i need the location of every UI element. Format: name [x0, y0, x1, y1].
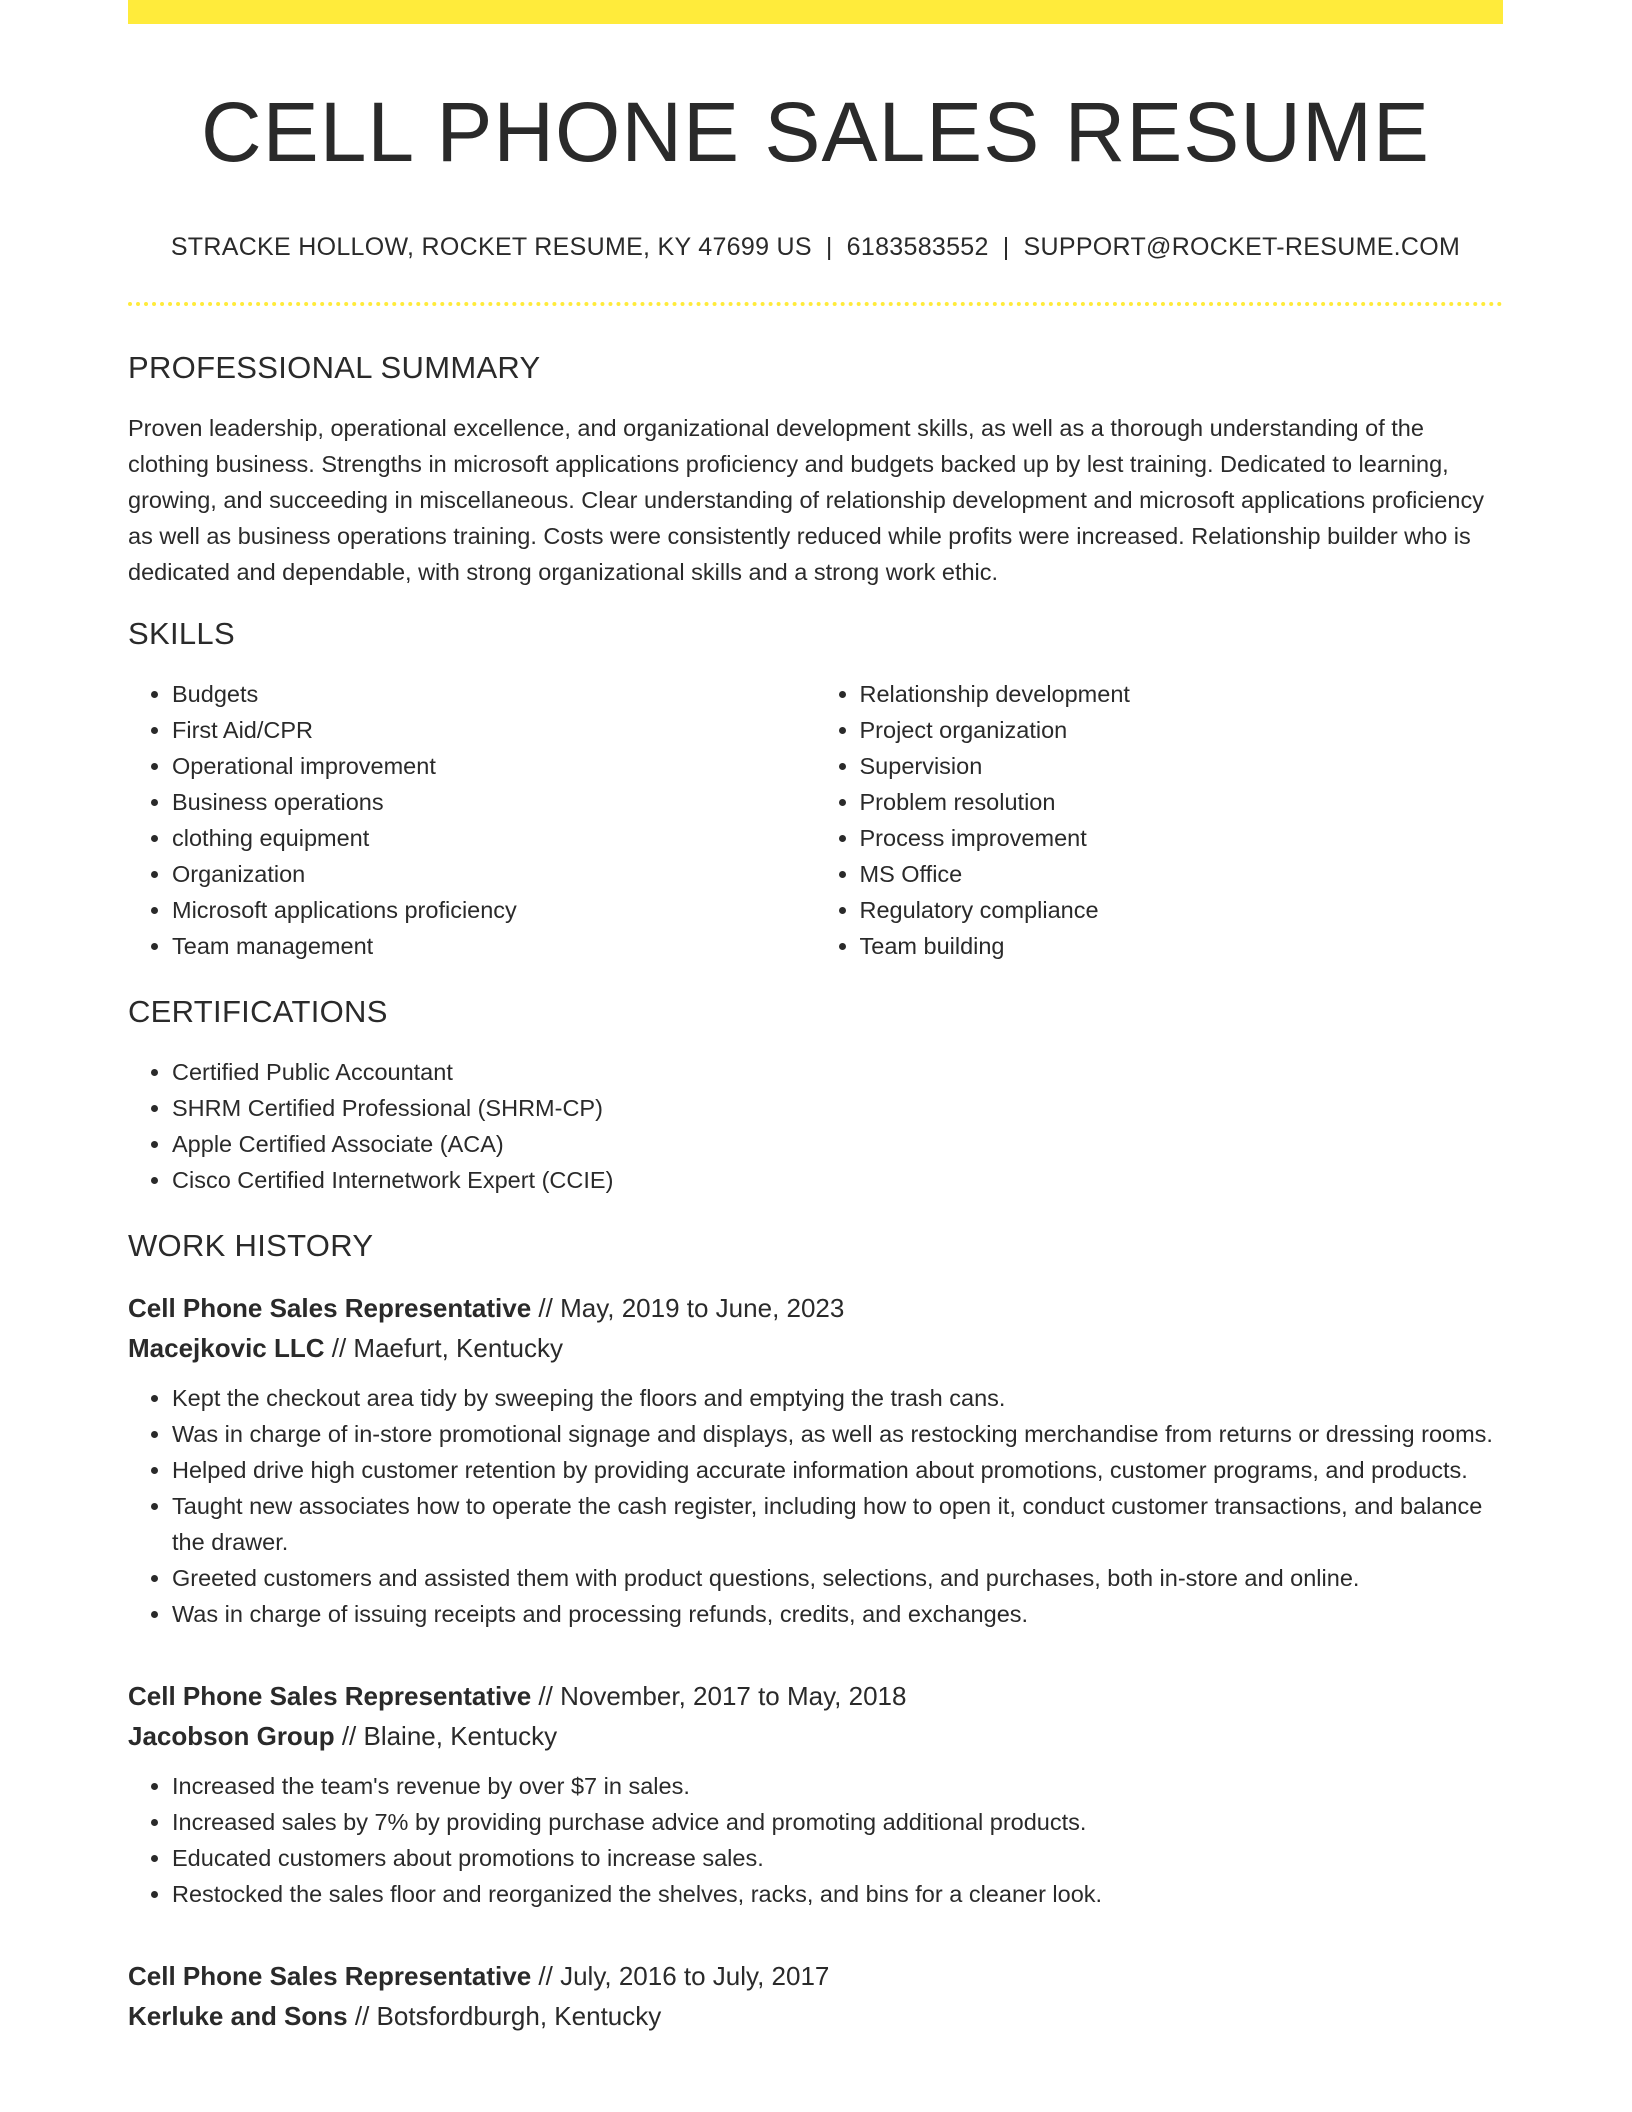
job-bullet: • Was in charge of in-store promotional signage and displays, as well as restocking merchandise from returns or dressing rooms. — [172, 1416, 1503, 1452]
job-company: Kerluke and Sons — [128, 2000, 348, 2031]
certification-item: • Apple Certified Associate (ACA) — [172, 1126, 1503, 1162]
job-location: // Blaine, Kentucky — [341, 1720, 558, 1751]
summary-text: Proven leadership, operational excellence, and organizational development skills, as well as a thorough understanding of the clothing business. Strengths in microsoft applications proficiency and budgets backed up by lest training. Dedicated to learning, growing, and succeeding in miscellaneous. Clear understanding of relationship development and microsoft applications proficiency as well as business operations training. Costs were consistently reduced while profits were increased. Relationship builder who is dedicated and dependable, with strong organizational skills and a strong work ethic. — [128, 414, 1484, 585]
skill-item: • clothing equipment — [172, 820, 816, 856]
job-role: Cell Phone Sales Representative — [128, 1680, 532, 1711]
skill-item: • Regulatory compliance — [860, 892, 1504, 928]
skills-heading: SKILLS — [128, 615, 235, 651]
job-entry — [128, 1676, 1503, 1912]
job-location: // Botsfordburgh, Kentucky — [354, 2000, 662, 2031]
skill-item: • Budgets — [172, 676, 816, 712]
skill-item: • Relationship development — [860, 676, 1504, 712]
skill-item: • Problem resolution — [860, 784, 1504, 820]
skill-item: • Supervision — [860, 748, 1504, 784]
certification-item: • Cisco Certified Internetwork Expert (CCIE) — [172, 1162, 1503, 1198]
certification-item: • Certified Public Accountant — [172, 1054, 1503, 1090]
job-title-line — [128, 1956, 1503, 1996]
skills-list-left — [128, 676, 816, 964]
certifications-heading: CERTIFICATIONS — [128, 993, 388, 1029]
job-entry — [128, 1956, 1503, 2036]
contact-line — [128, 233, 1503, 262]
job-company-line — [128, 1716, 1503, 1756]
job-bullets — [128, 1768, 1503, 1912]
job-bullet: • Increased sales by 7% by providing purchase advice and promoting additional products. — [172, 1804, 1503, 1840]
skill-item: • Business operations — [172, 784, 816, 820]
job-bullet: • Educated customers about promotions to increase sales. — [172, 1840, 1503, 1876]
job-company: Jacobson Group — [128, 1720, 335, 1751]
contact-address: STRACKE HOLLOW, ROCKET RESUME, KY 47699 US — [170, 232, 812, 261]
job-location: // Maefurt, Kentucky — [331, 1332, 563, 1363]
contact-email[interactable]: SUPPORT@ROCKET-RESUME.COM — [1023, 232, 1461, 261]
skill-item: • Microsoft applications proficiency — [172, 892, 816, 928]
contact-phone: 6183583552 — [846, 232, 989, 261]
certifications-list — [128, 1054, 1503, 1198]
work-history-heading: WORK HISTORY — [128, 1227, 374, 1263]
resume-page — [128, 0, 1503, 2036]
skills-grid — [128, 652, 1503, 964]
contact-separator: | — [1002, 232, 1010, 261]
job-dates: // November, 2017 to May, 2018 — [538, 1680, 907, 1711]
job-bullet: • Was in charge of issuing receipts and processing refunds, credits, and exchanges. — [172, 1596, 1503, 1632]
skill-item: • Operational improvement — [172, 748, 816, 784]
top-accent-bar — [128, 0, 1503, 24]
job-bullets — [128, 1380, 1503, 1632]
contact-separator: | — [825, 232, 833, 261]
job-bullet: • Taught new associates how to operate the cash register, including how to open it, conduct customer transactions, and balance the drawer. — [172, 1488, 1503, 1560]
job-company-line — [128, 1328, 1503, 1368]
job-bullet: • Helped drive high customer retention by providing accurate information about promotions, customer programs, and products. — [172, 1452, 1503, 1488]
job-dates: // May, 2019 to June, 2023 — [538, 1292, 845, 1323]
job-entry — [128, 1288, 1503, 1632]
job-bullet: • Increased the team's revenue by over $7 in sales. — [172, 1768, 1503, 1804]
job-title-line — [128, 1288, 1503, 1328]
skill-item: • Team building — [860, 928, 1504, 964]
header-divider — [128, 302, 1503, 306]
job-company-line — [128, 1996, 1503, 2036]
job-bullet: • Kept the checkout area tidy by sweeping the floors and emptying the trash cans. — [172, 1380, 1503, 1416]
job-title-line — [128, 1676, 1503, 1716]
job-company: Macejkovic LLC — [128, 1332, 325, 1363]
skill-item: • Project organization — [860, 712, 1504, 748]
certification-item: • SHRM Certified Professional (SHRM-CP) — [172, 1090, 1503, 1126]
job-bullet: • Restocked the sales floor and reorganized the shelves, racks, and bins for a cleaner look. — [172, 1876, 1503, 1912]
resume-title: CELL PHONE SALES RESUME — [201, 85, 1430, 179]
skill-item: • MS Office — [860, 856, 1504, 892]
job-dates: // July, 2016 to July, 2017 — [538, 1960, 830, 1991]
skill-item: • First Aid/CPR — [172, 712, 816, 748]
job-bullet: • Greeted customers and assisted them with product questions, selections, and purchases, both in-store and online. — [172, 1560, 1503, 1596]
skills-list-right — [816, 676, 1504, 964]
job-role: Cell Phone Sales Representative — [128, 1292, 532, 1323]
job-role: Cell Phone Sales Representative — [128, 1960, 532, 1991]
skill-item: • Process improvement — [860, 820, 1504, 856]
skill-item: • Team management — [172, 928, 816, 964]
skill-item: • Organization — [172, 856, 816, 892]
summary-heading: PROFESSIONAL SUMMARY — [128, 349, 541, 385]
